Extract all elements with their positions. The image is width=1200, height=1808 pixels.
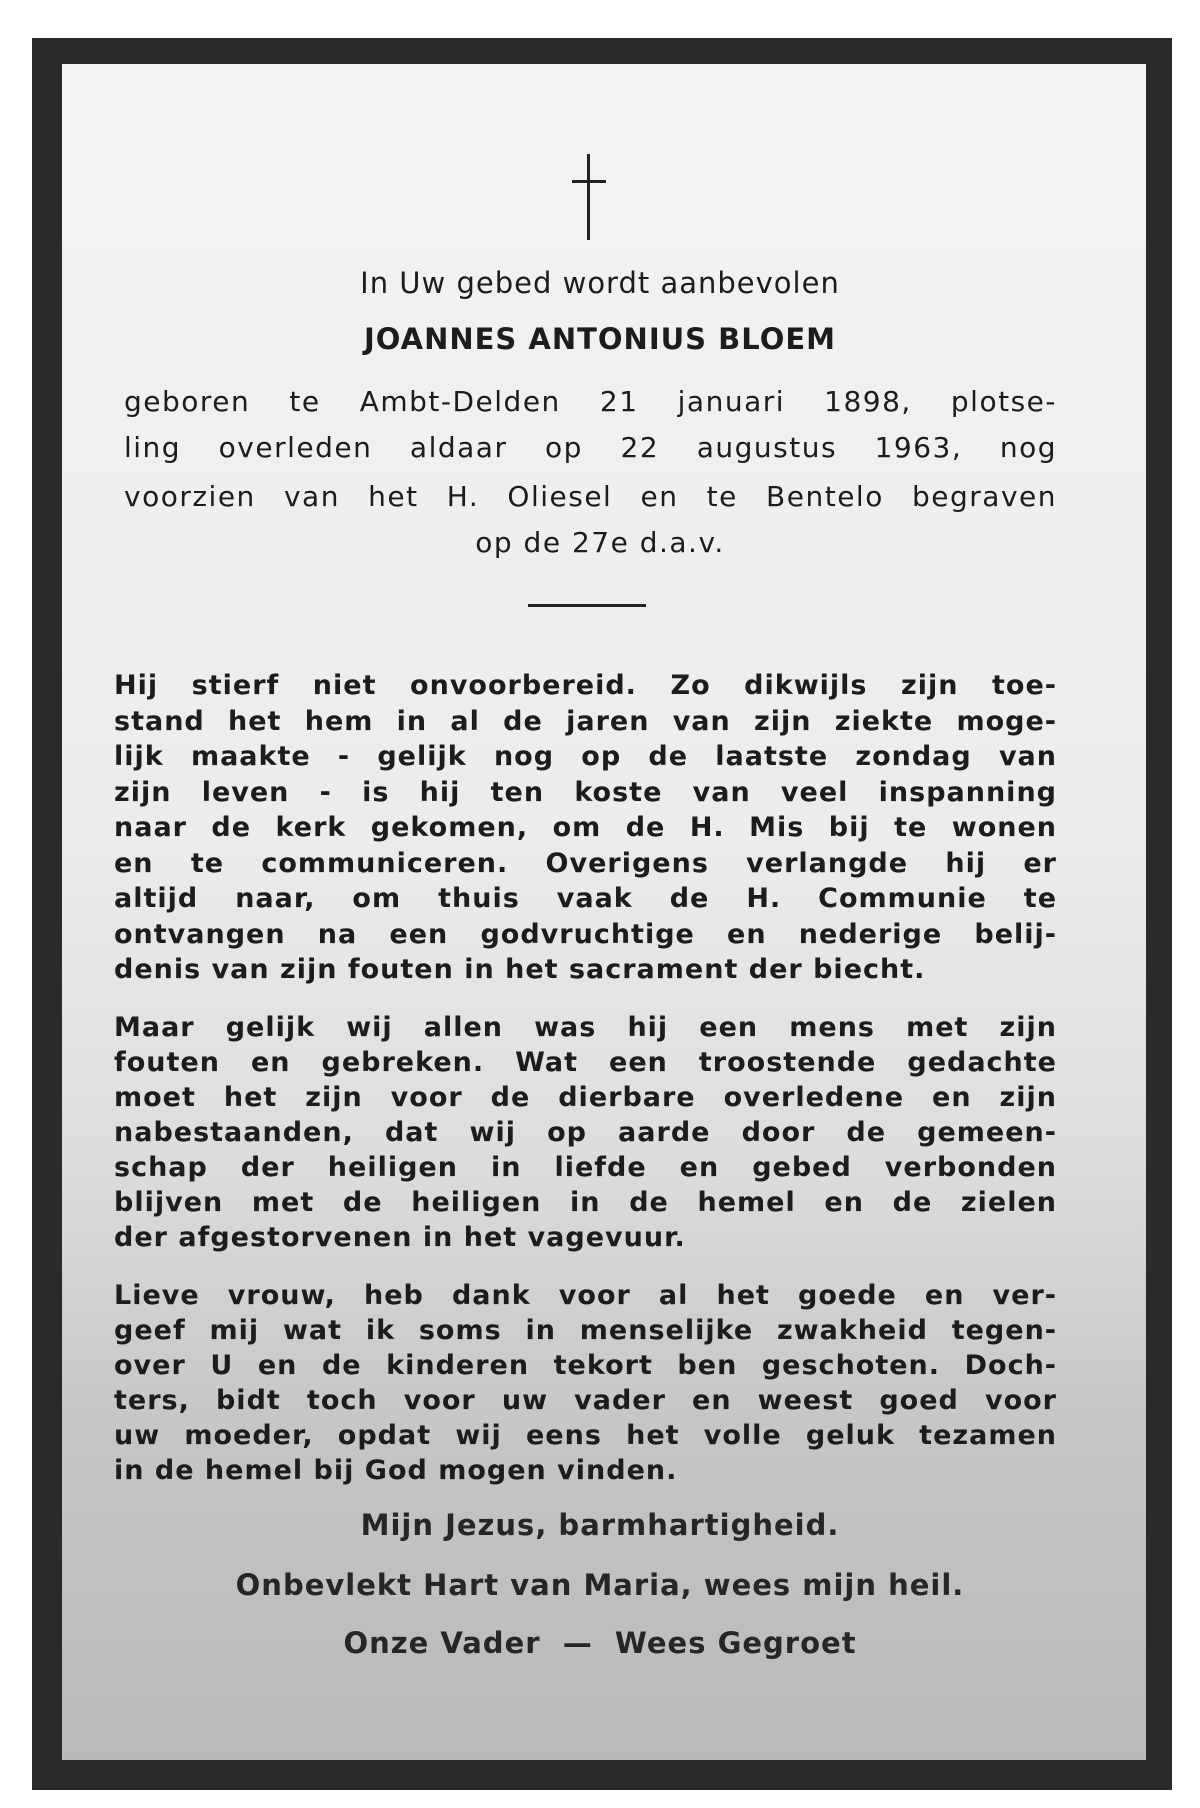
paragraph-line: schap der heiligen in liefde en gebed verbonden	[114, 1152, 1057, 1183]
paragraph-line: Lieve vrouw, heb dank voor al het goede en ver-	[114, 1280, 1057, 1311]
paragraph-line: lijk maakte - gelijk nog op de laatste zondag van	[114, 741, 1057, 772]
cross-icon	[572, 154, 606, 240]
paragraph-line: der afgestorvenen in het vagevuur.	[114, 1222, 686, 1253]
paragraph-line: naar de kerk gekomen, om de H. Mis bij te wonen	[114, 812, 1057, 843]
paragraph-line: stand het hem in al de jaren van zijn ziekte moge-	[114, 705, 1057, 737]
details-line: op de 27e d.a.v.	[475, 526, 725, 559]
paragraph-line: blijven met de heiligen in de hemel en de zielen	[114, 1187, 1057, 1218]
paragraph-line: moet het zijn voor de dierbare overledene en zijn	[114, 1082, 1057, 1113]
details-line: ling overleden aldaar op 22 augustus 1963, nog	[124, 431, 1057, 464]
paragraph-line: fouten en gebreken. Wat een troostende gedachte	[114, 1047, 1057, 1078]
paragraph-line: uw moeder, opdat wij eens het volle geluk tezamen	[114, 1420, 1057, 1451]
paragraph-line: altijd naar, om thuis vaak de H. Communie te	[114, 883, 1057, 914]
paragraph-line: zijn leven - is hij ten koste van veel inspanning	[114, 776, 1057, 808]
paragraph-line: nabestaanden, dat wij op aarde door de gemeen-	[114, 1117, 1057, 1148]
divider	[528, 604, 646, 607]
paragraph-line: ters, bidt toch voor uw vader en weest goed voor	[114, 1385, 1057, 1416]
details-line: voorzien van het H. Oliesel en te Bentelo begraven	[124, 480, 1057, 513]
paragraph-line: in de hemel bij God mogen vinden.	[114, 1455, 678, 1486]
paragraph-line: over U en de kinderen tekort ben geschoten. Doch-	[114, 1350, 1057, 1381]
paragraph-line: en te communiceren. Overigens verlangde hij er	[114, 847, 1057, 879]
paragraph-line: Hij stierf niet onvoorbereid. Zo dikwijls zijn toe-	[114, 670, 1057, 701]
prayer-line: Onze Vader — Wees Gegroet	[343, 1626, 857, 1660]
intro-text: In Uw gebed wordt aanbevolen	[360, 266, 840, 300]
paragraph-line: ontvangen na een godvruchtige en nederige belij-	[114, 918, 1057, 950]
paragraph-line: Maar gelijk wij allen was hij een mens met zijn	[114, 1012, 1057, 1043]
paragraph-line: geef mij wat ik soms in menselijke zwakheid tegen-	[114, 1315, 1057, 1346]
details-line: geboren te Ambt-Delden 21 januari 1898, plotse-	[124, 385, 1057, 418]
prayer-line: Onbevlekt Hart van Maria, wees mijn heil.	[235, 1568, 965, 1602]
paragraph-line: denis van zijn fouten in het sacrament der biecht.	[114, 954, 926, 985]
deceased-name: JOANNES ANTONIUS BLOEM	[363, 322, 837, 356]
prayer-line: Mijn Jezus, barmhartigheid.	[360, 1508, 840, 1542]
